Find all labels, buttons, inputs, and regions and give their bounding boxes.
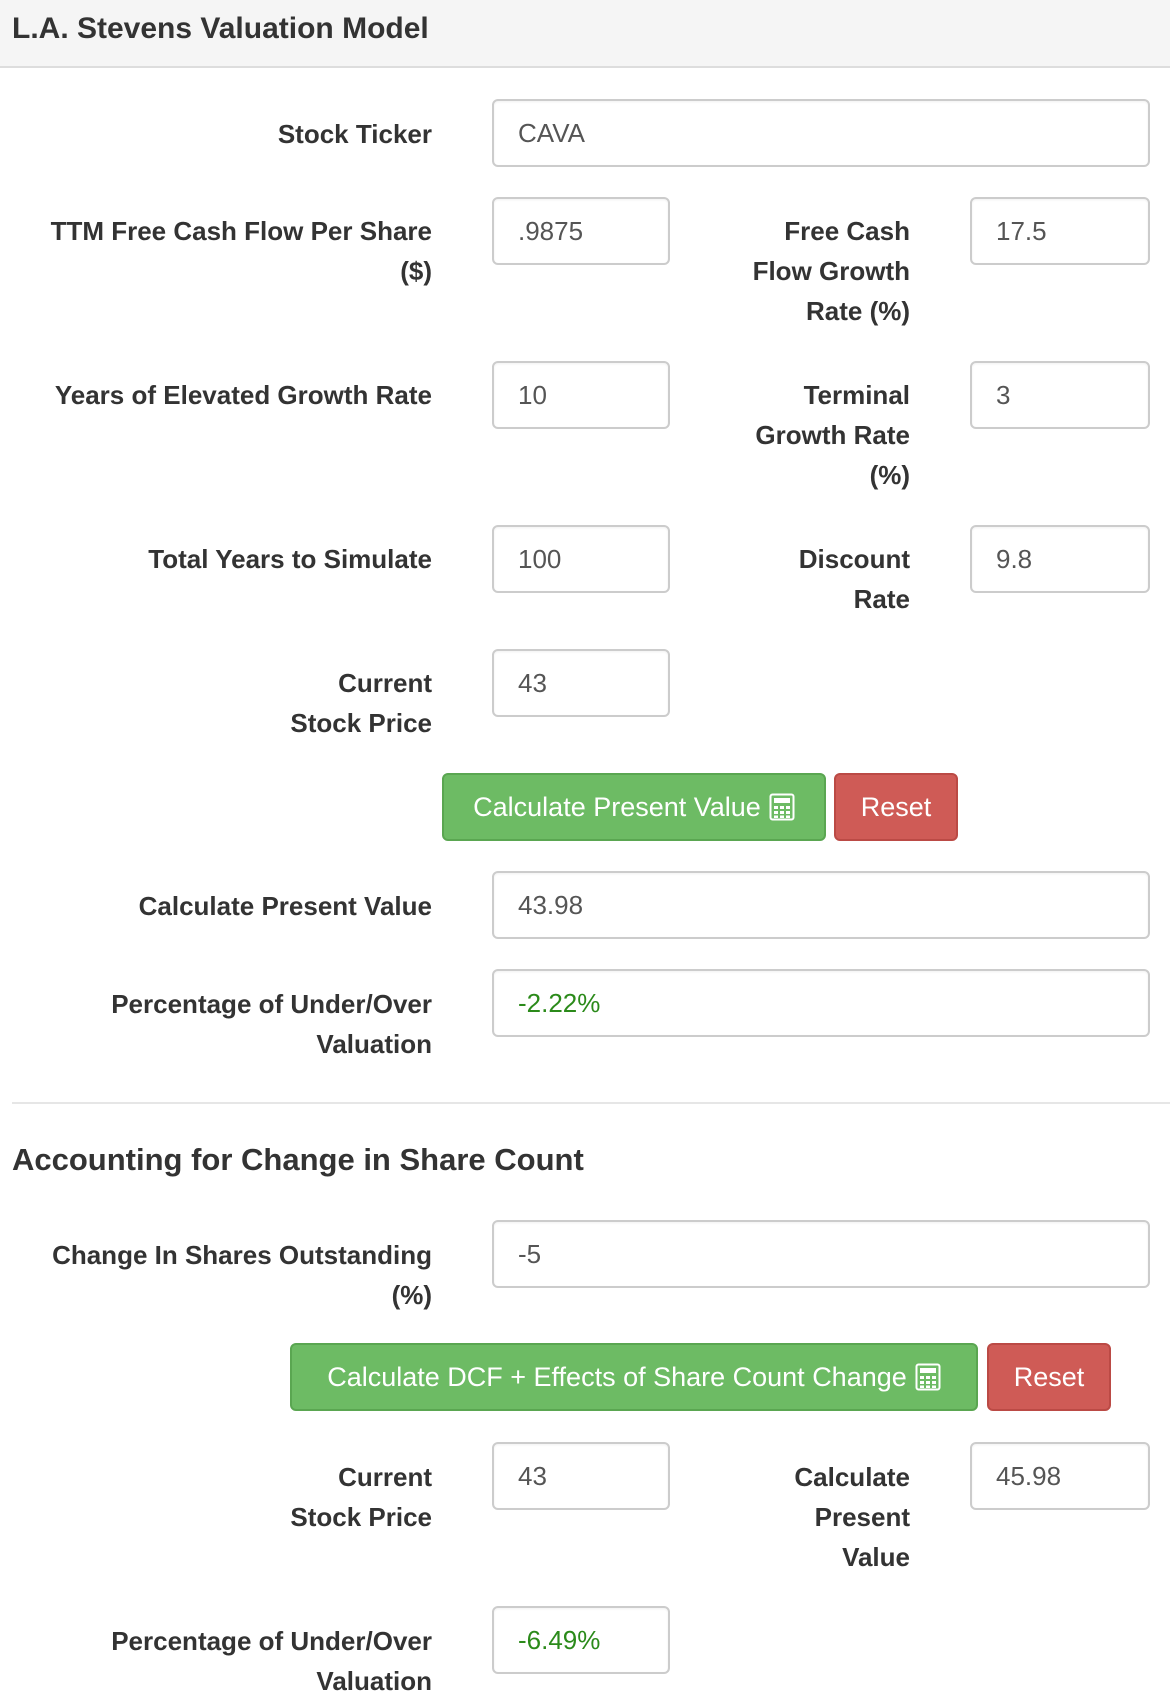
terminal-growth-label-line3: (%) xyxy=(869,460,910,490)
share-current-price-label-line2: Stock Price xyxy=(290,1502,432,1532)
share-reset-button-label: Reset xyxy=(1013,1361,1085,1392)
change-shares-label-line2: (%) xyxy=(391,1280,432,1310)
calculator-icon xyxy=(769,793,795,821)
current-price-label-line1: Current xyxy=(338,668,432,698)
discount-rate-input[interactable] xyxy=(970,525,1150,593)
fcf-growth-label-line1: Free Cash xyxy=(784,216,910,246)
current-price-input[interactable] xyxy=(492,649,670,717)
share-valuation-pct-label-line1: Percentage of Under/Over xyxy=(111,1626,432,1656)
share-valuation-pct-label-line2: Valuation xyxy=(316,1666,432,1696)
share-current-price-input[interactable] xyxy=(492,1442,670,1510)
total-years-input[interactable] xyxy=(492,525,670,593)
present-value-output[interactable] xyxy=(492,871,1150,939)
change-shares-input[interactable] xyxy=(492,1220,1150,1288)
years-elevated-input[interactable] xyxy=(492,361,670,429)
calculate-present-value-button[interactable] xyxy=(442,773,826,841)
share-present-value-label-line3: Value xyxy=(842,1542,910,1572)
share-count-section-title: Accounting for Change in Share Count xyxy=(12,1142,584,1177)
fcf-growth-label-line3: Rate (%) xyxy=(805,296,910,326)
app-header xyxy=(0,0,1170,68)
present-value-label xyxy=(0,886,432,926)
calculate-dcf-button-label: Calculate DCF + Effects of Share Count Change xyxy=(327,1361,907,1392)
ttm-fcf-input[interactable] xyxy=(492,197,670,265)
share-valuation-pct-label xyxy=(0,1621,432,1701)
share-present-value-label xyxy=(700,1457,910,1577)
total-years-label xyxy=(0,539,432,579)
calculator-icon xyxy=(915,1363,941,1391)
ticker-input[interactable] xyxy=(492,99,1150,167)
current-price-label-line2: Stock Price xyxy=(290,708,432,738)
discount-rate-label xyxy=(700,539,910,619)
share-valuation-pct-output[interactable] xyxy=(492,1606,670,1674)
ticker-label xyxy=(0,114,432,154)
change-shares-label-line1: Change In Shares Outstanding xyxy=(52,1240,432,1270)
total-years-label-text: Total Years to Simulate xyxy=(148,544,432,574)
calculate-button-label: Calculate Present Value xyxy=(473,791,761,822)
share-present-value-label-line1: Calculate xyxy=(794,1462,910,1492)
change-shares-label xyxy=(0,1235,432,1315)
terminal-growth-label-line1: Terminal xyxy=(803,380,910,410)
share-reset-button[interactable] xyxy=(987,1343,1111,1411)
share-current-price-label-line1: Current xyxy=(338,1462,432,1492)
ttm-fcf-label-line2: ($) xyxy=(400,256,432,286)
years-elevated-label xyxy=(0,375,432,415)
present-value-label-text: Calculate Present Value xyxy=(138,891,432,921)
page-title: L.A. Stevens Valuation Model xyxy=(12,12,429,45)
discount-rate-label-line2: Rate xyxy=(853,584,910,614)
terminal-growth-label xyxy=(700,375,910,495)
years-elevated-label-text: Years of Elevated Growth Rate xyxy=(54,380,432,410)
valuation-pct-label xyxy=(0,984,432,1064)
fcf-growth-input[interactable] xyxy=(970,197,1150,265)
terminal-growth-label-line2: Growth Rate xyxy=(755,420,910,450)
section-divider xyxy=(12,1102,1170,1104)
discount-rate-label-line1: Discount xyxy=(798,544,910,574)
ticker-label-text: Stock Ticker xyxy=(277,119,432,149)
valuation-pct-label-line2: Valuation xyxy=(316,1029,432,1059)
ttm-fcf-label-line1: TTM Free Cash Flow Per Share xyxy=(50,216,432,246)
valuation-pct-output[interactable] xyxy=(492,969,1150,1037)
reset-button[interactable] xyxy=(834,773,958,841)
share-present-value-output[interactable] xyxy=(970,1442,1150,1510)
share-present-value-label-line2: Present xyxy=(814,1502,910,1532)
current-price-label xyxy=(0,663,432,743)
share-current-price-label xyxy=(0,1457,432,1537)
ttm-fcf-label xyxy=(0,211,432,291)
valuation-pct-label-line1: Percentage of Under/Over xyxy=(111,989,432,1019)
calculate-dcf-share-change-button[interactable] xyxy=(290,1343,978,1411)
terminal-growth-input[interactable] xyxy=(970,361,1150,429)
fcf-growth-label-line2: Flow Growth xyxy=(752,256,910,286)
reset-button-label: Reset xyxy=(860,791,932,822)
fcf-growth-label xyxy=(700,211,910,331)
